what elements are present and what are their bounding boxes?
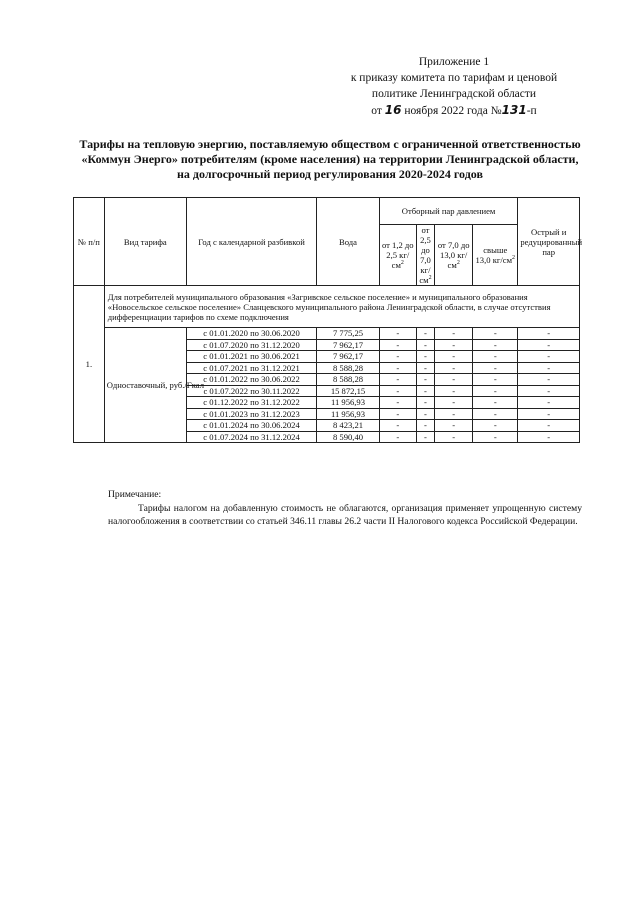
period-cell: с 01.01.2021 по 30.06.2021 bbox=[186, 351, 316, 363]
water-tariff-cell: 7 775,25 bbox=[317, 328, 380, 340]
table-row bbox=[74, 328, 580, 340]
steam-tariff-cell: - bbox=[435, 328, 473, 340]
steam-tariff-cell: - bbox=[473, 328, 518, 340]
header-pressure-3: от 7,0 до 13,0 $кг/см^2$ bbox=[435, 225, 473, 286]
period-cell: с 01.01.2020 по 30.06.2020 bbox=[186, 328, 316, 340]
water-tariff-cell: 8 588,28 bbox=[317, 362, 380, 374]
header-year: Год с календарной разбивкой bbox=[186, 198, 316, 286]
water-tariff-cell: 7 962,17 bbox=[317, 351, 380, 363]
order-suffix: -п bbox=[526, 105, 537, 117]
date-middle: ноября 2022 года № bbox=[404, 105, 502, 117]
steam-tariff-cell: - bbox=[435, 431, 473, 443]
header-pressure-2: от 2,5 до 7,0 $кг/см^2$ bbox=[416, 225, 434, 286]
water-tariff-cell: 7 962,17 bbox=[317, 339, 380, 351]
row-number: 1. bbox=[74, 286, 105, 443]
steam-tariff-cell: - bbox=[473, 408, 518, 420]
steam-tariff-cell: - bbox=[379, 420, 416, 432]
header-num: № п/п bbox=[74, 198, 105, 286]
appendix-line-2: к приказу комитета по тарифам и ценовой bbox=[350, 72, 558, 84]
steam-tariff-cell: - bbox=[518, 408, 580, 420]
handwritten-order-number: 131 bbox=[501, 103, 527, 117]
steam-tariff-cell: - bbox=[416, 339, 434, 351]
steam-tariff-cell: - bbox=[518, 374, 580, 386]
steam-tariff-cell: - bbox=[473, 351, 518, 363]
steam-tariff-cell: - bbox=[435, 385, 473, 397]
tariff-table bbox=[73, 197, 583, 443]
note-text: Тарифы налогом на добавленную стоимость не облагаются, организация применяет упрощенную систему налогообложения в соответствии со статьей 346.11 главы 26.2 части II Налогового кодекса Российской Федерации. bbox=[108, 503, 582, 527]
header-steam: Отборный пар давлением bbox=[379, 198, 518, 225]
steam-tariff-cell: - bbox=[379, 362, 416, 374]
steam-tariff-cell: - bbox=[518, 362, 580, 374]
footnote bbox=[108, 488, 582, 528]
period-cell: с 01.07.2021 по 31.12.2021 bbox=[186, 362, 316, 374]
steam-tariff-cell: - bbox=[416, 362, 434, 374]
steam-tariff-cell: - bbox=[416, 385, 434, 397]
steam-tariff-cell: - bbox=[435, 374, 473, 386]
steam-tariff-cell: - bbox=[379, 374, 416, 386]
steam-tariff-cell: - bbox=[518, 339, 580, 351]
water-tariff-cell: 15 872,15 bbox=[317, 385, 380, 397]
steam-tariff-cell: - bbox=[518, 420, 580, 432]
title-line-2: «Коммун Энерго» потребителям (кроме населения) на территории Ленинградской области, bbox=[81, 152, 579, 166]
steam-tariff-cell: - bbox=[473, 339, 518, 351]
steam-tariff-cell: - bbox=[379, 339, 416, 351]
steam-tariff-cell: - bbox=[473, 431, 518, 443]
period-cell: с 01.12.2022 по 31.12.2022 bbox=[186, 397, 316, 409]
steam-tariff-cell: - bbox=[473, 397, 518, 409]
water-tariff-cell: 11 956,93 bbox=[317, 408, 380, 420]
handwritten-day: 16 bbox=[384, 103, 402, 117]
water-tariff-cell: 8 590,40 bbox=[317, 431, 380, 443]
steam-tariff-cell: - bbox=[518, 431, 580, 443]
steam-tariff-cell: - bbox=[435, 420, 473, 432]
title-line-1: Тарифы на тепловую энергию, поставляемую обществом с ограниченной ответственностью bbox=[79, 137, 581, 151]
steam-tariff-cell: - bbox=[435, 362, 473, 374]
steam-tariff-cell: - bbox=[416, 374, 434, 386]
document-title bbox=[60, 137, 600, 182]
steam-tariff-cell: - bbox=[416, 397, 434, 409]
title-line-3: на долгосрочный период регулирования 2020-2024 годов bbox=[177, 167, 483, 181]
steam-tariff-cell: - bbox=[416, 351, 434, 363]
appendix-header bbox=[330, 54, 578, 119]
period-cell: с 01.07.2024 по 31.12.2024 bbox=[186, 431, 316, 443]
period-cell: с 01.01.2023 по 31.12.2023 bbox=[186, 408, 316, 420]
note-label: Примечание: bbox=[108, 489, 162, 500]
steam-tariff-cell: - bbox=[473, 362, 518, 374]
steam-tariff-cell: - bbox=[435, 339, 473, 351]
steam-tariff-cell: - bbox=[435, 408, 473, 420]
steam-tariff-cell: - bbox=[379, 408, 416, 420]
steam-tariff-cell: - bbox=[473, 374, 518, 386]
header-pressure-4: свыше 13,0 $кг/см^2$ bbox=[473, 225, 518, 286]
water-tariff-cell: 8 423,21 bbox=[317, 420, 380, 432]
period-cell: с 01.01.2022 по 30.06.2022 bbox=[186, 374, 316, 386]
water-tariff-cell: 8 588,28 bbox=[317, 374, 380, 386]
tariff-type: Одноставочный, руб./Гкал bbox=[104, 328, 186, 443]
steam-tariff-cell: - bbox=[379, 397, 416, 409]
consumer-group: Для потребителей муниципального образования «Загривское сельское поселение» и муниципального образования «Новосельское сельское поселение» Сланцевского муниципального района Ленинградской области, в случае отсутствия дифференциации тарифов по схеме подключения bbox=[104, 286, 579, 328]
steam-tariff-cell: - bbox=[379, 431, 416, 443]
steam-tariff-cell: - bbox=[416, 431, 434, 443]
steam-tariff-cell: - bbox=[518, 351, 580, 363]
period-cell: с 01.01.2024 по 30.06.2024 bbox=[186, 420, 316, 432]
steam-tariff-cell: - bbox=[473, 385, 518, 397]
steam-tariff-cell: - bbox=[518, 328, 580, 340]
steam-tariff-cell: - bbox=[379, 385, 416, 397]
period-cell: с 01.07.2022 по 30.11.2022 bbox=[186, 385, 316, 397]
steam-tariff-cell: - bbox=[435, 397, 473, 409]
header-tariff-kind: Вид тарифа bbox=[104, 198, 186, 286]
steam-tariff-cell: - bbox=[518, 397, 580, 409]
steam-tariff-cell: - bbox=[416, 408, 434, 420]
steam-tariff-cell: - bbox=[416, 328, 434, 340]
appendix-line-1: Приложение 1 bbox=[418, 56, 490, 68]
steam-tariff-cell: - bbox=[416, 420, 434, 432]
appendix-line-3: политике Ленинградской области bbox=[371, 88, 537, 100]
header-pressure-1: от 1,2 до 2,5 $кг/см^2$ bbox=[379, 225, 416, 286]
appendix-date-line bbox=[330, 102, 578, 119]
steam-tariff-cell: - bbox=[473, 420, 518, 432]
date-prefix: от bbox=[371, 105, 382, 117]
header-water: Вода bbox=[317, 198, 380, 286]
period-cell: с 01.07.2020 по 31.12.2020 bbox=[186, 339, 316, 351]
steam-tariff-cell: - bbox=[518, 385, 580, 397]
steam-tariff-cell: - bbox=[379, 351, 416, 363]
header-sharp-steam: Острый и редуцированный пар bbox=[518, 198, 580, 286]
steam-tariff-cell: - bbox=[435, 351, 473, 363]
steam-tariff-cell: - bbox=[379, 328, 416, 340]
water-tariff-cell: 11 956,93 bbox=[317, 397, 380, 409]
